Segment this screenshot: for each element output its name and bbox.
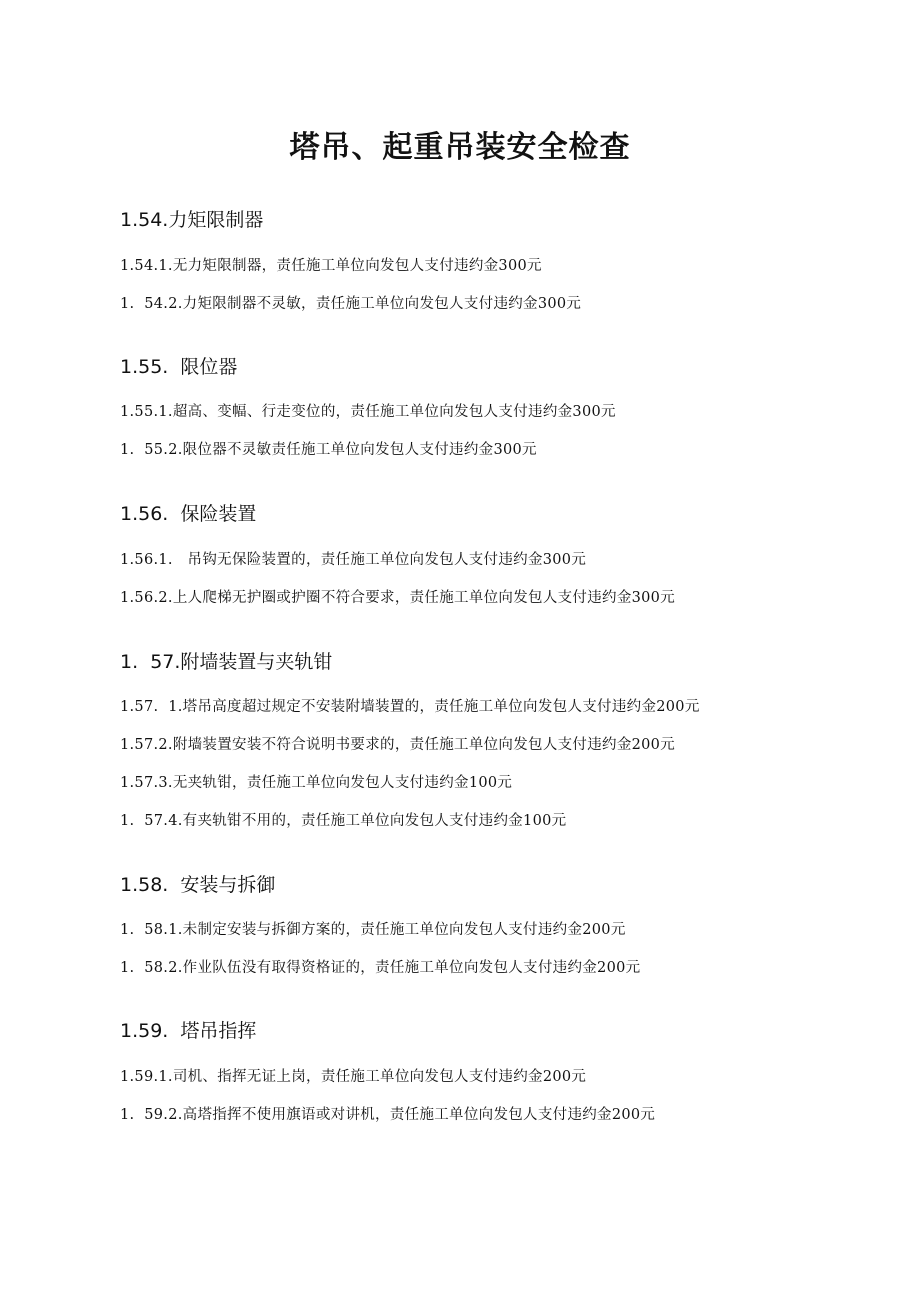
item-1-58-1: 1. 58.1.未制定安装与拆御方案的，责任施工单位向发包人支付违约金200元	[120, 922, 626, 938]
item-1-55-2: 1. 55.2.限位器不灵敏责任施工单位向发包人支付违约金300元	[120, 442, 537, 458]
item-1-59-2: 1. 59.2.高塔指挥不使用旗语或对讲机，责任施工单位向发包人支付违约金200元	[120, 1107, 656, 1123]
item-1-57-3: 1.57.3.无夹轨钳，责任施工单位向发包人支付违约金100元	[120, 775, 513, 791]
item-1-54-2: 1. 54.2.力矩限制器不灵敏，责任施工单位向发包人支付违约金300元	[120, 296, 582, 312]
section-heading-1-57: 1. 57.附墙装置与夹轨钳	[120, 651, 333, 673]
document-title: 塔吊、起重吊装安全检查	[289, 130, 631, 165]
item-1-59-1: 1.59.1.司机、指挥无证上岗，责任施工单位向发包人支付违约金200元	[120, 1069, 587, 1085]
section-heading-1-59: 1.59. 塔吊指挥	[120, 1020, 257, 1042]
section-heading-1-55: 1.55. 限位器	[120, 356, 238, 378]
item-1-56-2: 1.56.2.上人爬梯无护圈或护圈不符合要求，责任施工单位向发包人支付违约金300元	[120, 590, 676, 606]
section-heading-1-54: 1.54.力矩限制器	[120, 209, 264, 231]
section-heading-1-56: 1.56. 保险装置	[120, 503, 257, 525]
section-heading-1-58: 1.58. 安装与拆御	[120, 874, 276, 896]
item-1-54-1: 1.54.1.无力矩限制器，责任施工单位向发包人支付违约金300元	[120, 258, 542, 274]
item-1-55-1: 1.55.1.超高、变幅、行走变位的，责任施工单位向发包人支付违约金300元	[120, 404, 616, 420]
item-1-58-2: 1. 58.2.作业队伍没有取得资格证的，责任施工单位向发包人支付违约金200元	[120, 960, 641, 976]
item-1-57-4: 1. 57.4.有夹轨钳不用的，责任施工单位向发包人支付违约金100元	[120, 813, 567, 829]
item-1-57-2: 1.57.2.附墙装置安装不符合说明书要求的，责任施工单位向发包人支付违约金200元	[120, 737, 676, 753]
item-1-57-1: 1.57. 1.塔吊高度超过规定不安装附墙装置的，责任施工单位向发包人支付违约金200元	[120, 699, 700, 715]
item-1-56-1: 1.56.1. 吊钩无保险装置的，责任施工单位向发包人支付违约金300元	[120, 552, 587, 568]
